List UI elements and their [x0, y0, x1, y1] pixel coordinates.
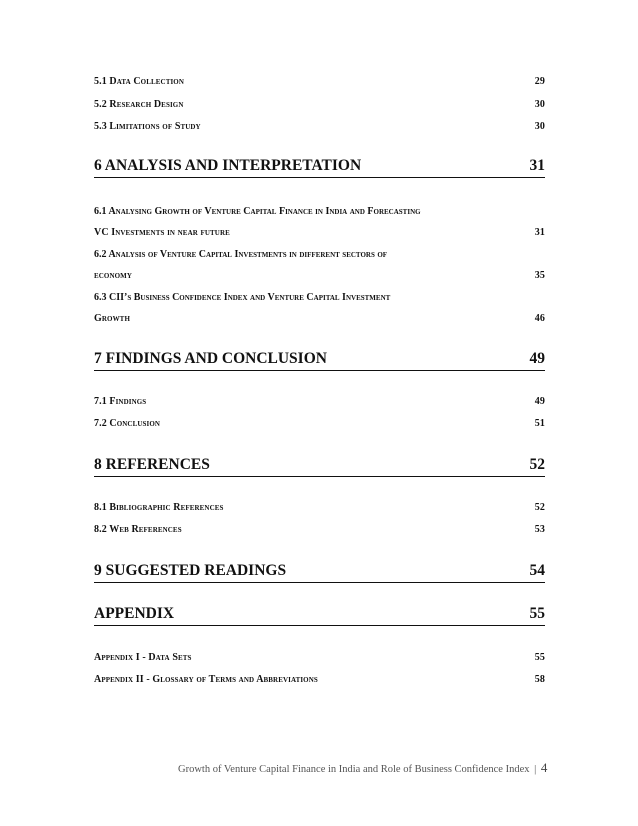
toc-heading-page: 54 — [529, 562, 545, 579]
toc-heading-8[interactable] — [94, 456, 545, 477]
toc-entry-page: 55 — [534, 652, 545, 663]
toc-entry-label: economy — [94, 270, 133, 281]
toc-entry-page: 35 — [534, 270, 545, 281]
toc-heading-page: 55 — [529, 605, 545, 622]
toc-entry-8-1[interactable] — [94, 502, 545, 513]
footer-separator: | — [534, 764, 537, 775]
toc-entry-label: 8.2 Web References — [94, 524, 182, 535]
toc-entry-page: 30 — [534, 99, 545, 110]
toc-heading-7[interactable] — [94, 350, 545, 371]
toc-entry-page: 51 — [534, 418, 545, 429]
footer-title: Growth of Venture Capital Finance in India and Role of Business Confidence Index — [178, 764, 530, 775]
toc-entry-6-1-line1[interactable]: 6.1 Analysing Growth of Venture Capital Finance in India and Forecasting — [94, 206, 421, 217]
toc-entry-6-2[interactable] — [94, 270, 545, 281]
toc-entry-page: 46 — [534, 313, 545, 324]
toc-entry-6-2-line1[interactable]: 6.2 Analysis of Venture Capital Investments in different sectors of — [94, 249, 388, 260]
toc-entry-label: 5.3 Limitations of Study — [94, 121, 201, 132]
toc-entry-label: Appendix II - Glossary of Terms and Abbreviations — [94, 674, 318, 685]
toc-entry-7-1[interactable] — [94, 396, 545, 407]
toc-entry-8-2[interactable] — [94, 524, 545, 535]
toc-entry-page: 31 — [534, 227, 545, 238]
toc-entry-page: 52 — [534, 502, 545, 513]
toc-entry-label: VC Investments in near future — [94, 227, 230, 238]
toc-heading-label: 9 SUGGESTED READINGS — [94, 562, 287, 579]
toc-entry-page: 53 — [534, 524, 545, 535]
toc-entry-label: 5.1 Data Collection — [94, 76, 184, 87]
toc-heading-label: APPENDIX — [94, 605, 175, 622]
toc-entry-5-1[interactable] — [94, 76, 545, 87]
toc-heading-appendix[interactable] — [94, 605, 545, 626]
toc-heading-6[interactable] — [94, 157, 545, 178]
toc-entry-5-2[interactable] — [94, 99, 545, 110]
toc-entry-appendix-2[interactable] — [94, 674, 545, 685]
toc-entry-page: 30 — [534, 121, 545, 132]
toc-heading-label: 6 ANALYSIS AND INTERPRETATION — [94, 157, 362, 174]
toc-entry-label: 8.1 Bibliographic References — [94, 502, 224, 513]
toc-heading-page: 49 — [529, 350, 545, 367]
footer-page-number: 4 — [540, 760, 548, 775]
toc-entry-appendix-1[interactable] — [94, 652, 545, 663]
toc-heading-page: 31 — [529, 157, 545, 174]
toc-entry-page: 58 — [534, 674, 545, 685]
toc-entry-6-3-line1[interactable]: 6.3 CII’s Business Confidence Index and Venture Capital Investment — [94, 292, 391, 303]
page-footer — [178, 760, 558, 776]
toc-entry-label: 7.2 Conclusion — [94, 418, 161, 429]
toc-entry-6-3[interactable] — [94, 313, 545, 324]
toc-heading-9[interactable] — [94, 562, 545, 583]
toc-entry-label: Growth — [94, 313, 130, 324]
toc-entry-label: 5.2 Research Design — [94, 99, 184, 110]
toc-entry-7-2[interactable] — [94, 418, 545, 429]
toc-heading-label: 8 REFERENCES — [94, 456, 210, 473]
toc-entry-label: Appendix I - Data Sets — [94, 652, 192, 663]
toc-entry-label: 7.1 Findings — [94, 396, 147, 407]
toc-entry-6-1[interactable] — [94, 227, 545, 238]
toc-entry-page: 49 — [534, 396, 545, 407]
toc-heading-page: 52 — [529, 456, 545, 473]
toc-entry-page: 29 — [534, 76, 545, 87]
toc-entry-5-3[interactable] — [94, 121, 545, 132]
toc-heading-label: 7 FINDINGS AND CONCLUSION — [94, 350, 327, 367]
